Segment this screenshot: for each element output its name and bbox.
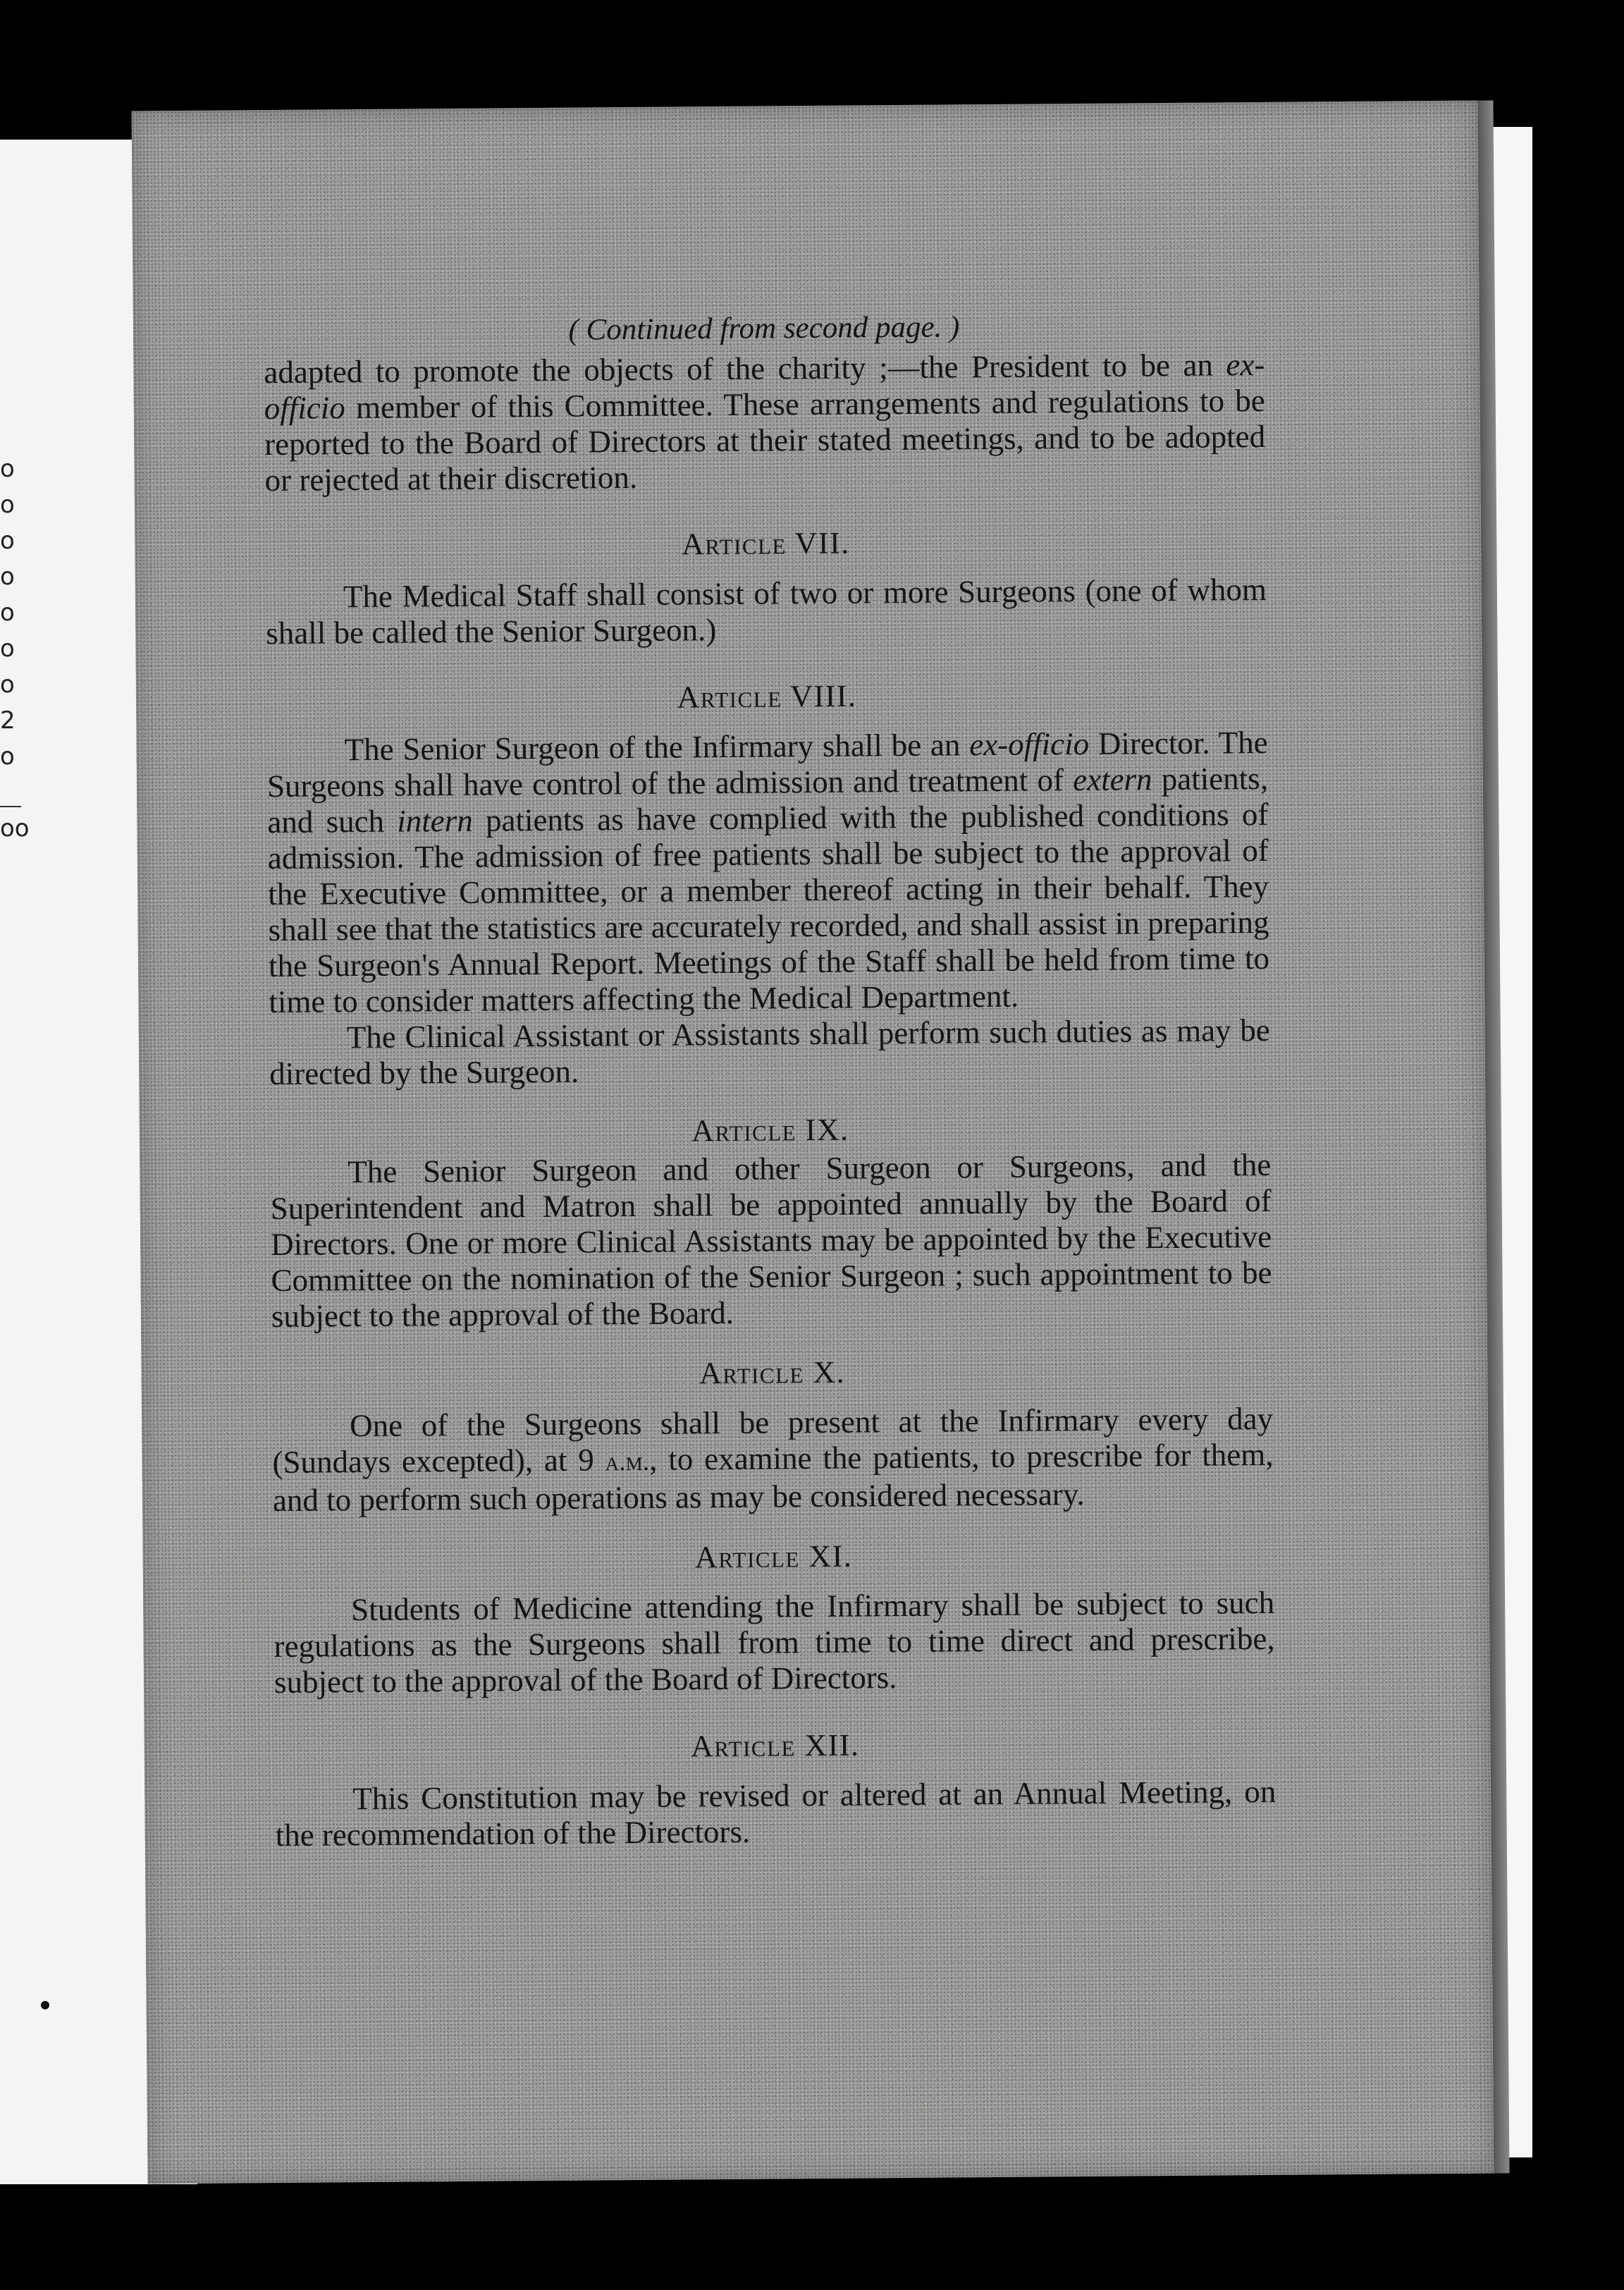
article-paragraph: [266, 725, 1269, 1020]
article-paragraph: The Senior Surgeon and other Surgeon or Surgeons, and the Superintendent and Matron shall be appointed annually by the Board of Directors. One or more Clinical Assistants may be appointed by the Executive Committee on the nomination of the Senior Surgeon ; such appointment to be subject to the approval of the Board.: [270, 1146, 1272, 1335]
margin-mark: oo: [0, 814, 30, 843]
margin-mark: o: [0, 563, 15, 591]
article-text: patients as have complied with the published conditions of admission. The admission of free patients shall be subject to the approval of the Executive Committee, or a member thereof acting in their behalf. They shall see that the statistics are accurately recorded, and shall assist in preparing the Surgeon's Annual Report. Meetings of the Staff shall be held from time to time to consider matters affecting the Medical Department.: [267, 796, 1270, 1020]
article-italic: intern: [397, 802, 473, 839]
margin-mark: 2: [0, 706, 16, 735]
article-paragraph: The Clinical Assistant or Assistants shall perform such duties as may be directed by the Surgeon.: [269, 1012, 1270, 1092]
margin-mark: o: [0, 527, 15, 555]
article-heading: Article VIII.: [677, 678, 857, 715]
article-heading: Article VII.: [681, 525, 850, 562]
left-page-margin-marks: [0, 451, 42, 847]
article-paragraph: The Medical Staff shall consist of two or more Surgeons (one of whom shall be called the Senior Surgeon.): [266, 571, 1267, 651]
document-page: [131, 101, 1494, 2184]
article-text: , to examine the patients, to prescribe for them, and to perform such operations as may be considered necessary.: [272, 1436, 1274, 1519]
margin-mark: o: [0, 671, 15, 699]
article-heading: Article IX.: [691, 1112, 849, 1149]
left-page-rule: [0, 806, 21, 807]
article-italic: ex-officio: [969, 725, 1090, 763]
article-text: One of the Surgeons shall be present at the Infirmary every day (Sundays excepted), at 9: [272, 1400, 1274, 1481]
article-text: patients, and such: [267, 760, 1269, 840]
intro-text: adapted to promote the objects of the charity ;—the President to be an: [264, 347, 1226, 391]
article-heading: Article XII.: [690, 1727, 860, 1764]
page-body: [264, 307, 1277, 1854]
margin-mark: o: [0, 491, 15, 519]
article-text: The Senior Surgeon of the Infirmary shall be an: [344, 727, 970, 768]
continued-note: ( Continued from second page. ): [568, 310, 960, 347]
intro-italic: ex-officio: [264, 346, 1265, 427]
article-heading: Article XI.: [694, 1538, 853, 1575]
article-italic: extern: [1072, 761, 1152, 798]
article-paragraph: This Constitution may be revised or altered at an Annual Meeting, on the recommendation of the Directors.: [275, 1773, 1277, 1854]
intro-paragraph: [264, 347, 1266, 498]
article-heading: Article X.: [699, 1354, 846, 1391]
article-text: Director. The Surgeons shall have control of the admission and treatment of: [266, 724, 1268, 804]
article-paragraph: Students of Medicine attending the Infirmary shall be subject to such regulations as the Surgeons shall from time to time direct and prescribe, subject to the approval of the Board of Directors.: [273, 1584, 1275, 1701]
margin-mark: o: [0, 455, 15, 483]
article-time: a.m.: [605, 1446, 650, 1477]
margin-mark: o: [0, 599, 15, 627]
article-paragraph: [272, 1401, 1274, 1519]
left-page-dot: [41, 2001, 49, 2009]
intro-text: member of this Committee. These arrangements and regulations to be reported to the Board of Directors at their stated meetings, and to be adopted or rejected at their discretion.: [264, 382, 1266, 498]
margin-mark: o: [0, 742, 15, 771]
margin-mark: o: [0, 635, 15, 663]
